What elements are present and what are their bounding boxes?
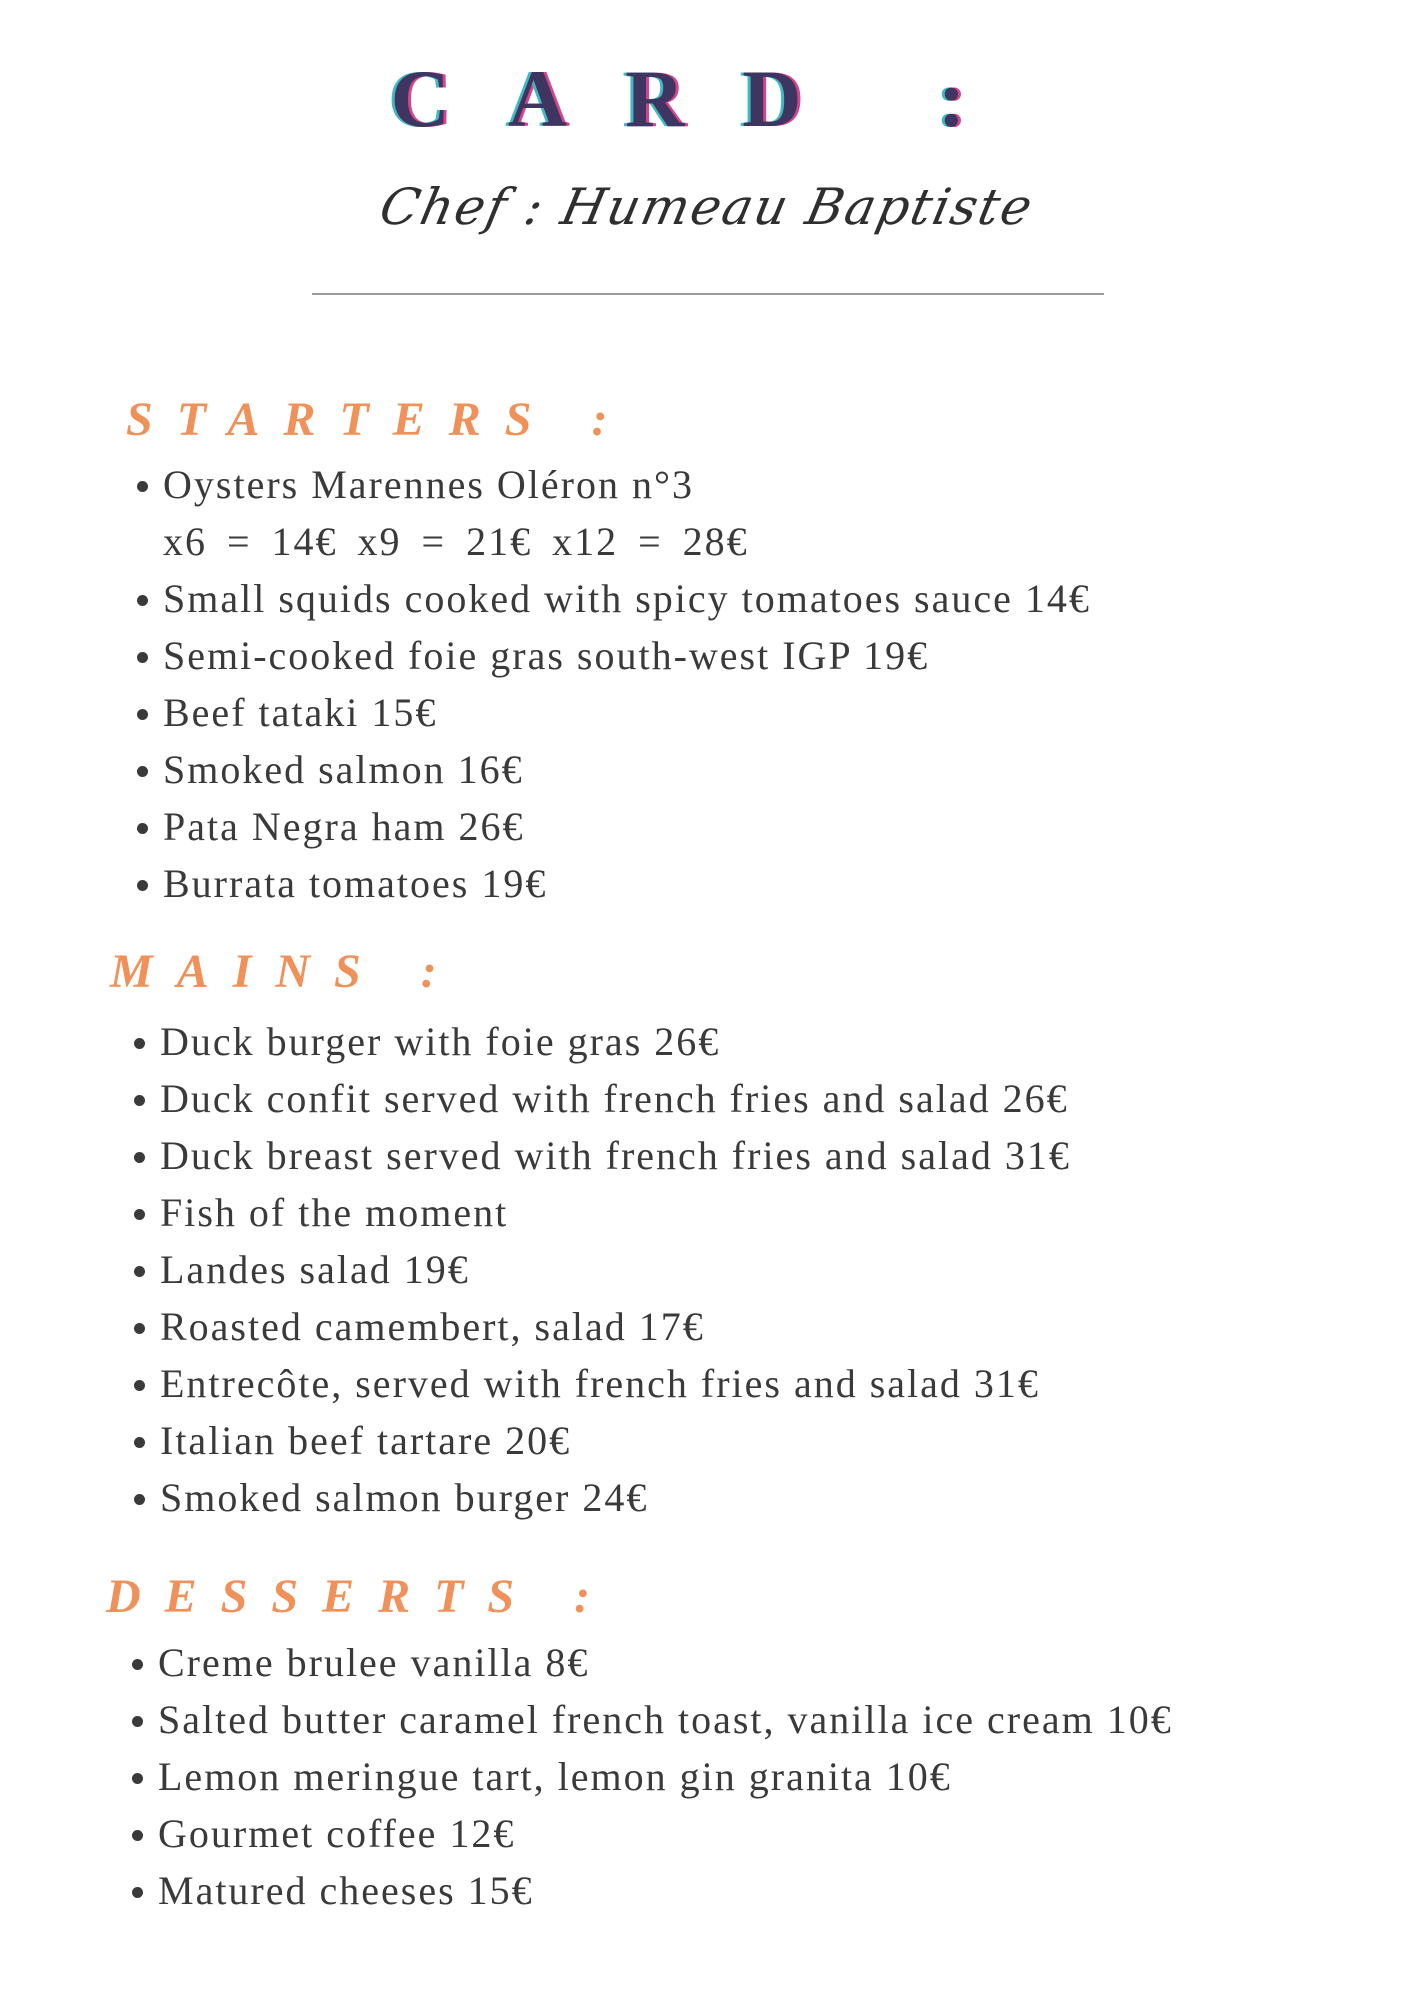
list-item: Burrata tomatoes 19€ (163, 855, 1414, 912)
starters-section (0, 390, 1414, 912)
starters-list (163, 456, 1414, 912)
desserts-heading: DESSERTS : (106, 1570, 615, 1623)
list-item: Semi-cooked foie gras south-west IGP 19€ (163, 627, 1414, 684)
list-item: Matured cheeses 15€ (158, 1862, 1414, 1919)
mains-section (0, 942, 1414, 1526)
title-divider (312, 293, 1104, 295)
menu-title: CARD : (390, 53, 1024, 144)
chef-name: Chef : Humeau Baptiste (374, 178, 1040, 236)
list-item: Lemon meringue tart, lemon gin granita 10€ (158, 1748, 1414, 1805)
mains-list (160, 1013, 1414, 1526)
list-item: Fish of the moment (160, 1184, 1414, 1241)
list-item: Beef tataki 15€ (163, 684, 1414, 741)
list-item: Italian beef tartare 20€ (160, 1412, 1414, 1469)
list-item: Smoked salmon 16€ (163, 741, 1414, 798)
list-item: Salted butter caramel french toast, vanilla ice cream 10€ (158, 1691, 1414, 1748)
list-item: Pata Negra ham 26€ (163, 798, 1414, 855)
list-item: Entrecôte, served with french fries and salad 31€ (160, 1355, 1414, 1412)
desserts-list (158, 1634, 1414, 1919)
list-item: Roasted camembert, salad 17€ (160, 1298, 1414, 1355)
list-item: Oysters Marennes Oléron n°3 (163, 456, 1414, 513)
desserts-section (0, 1567, 1414, 1919)
list-item: Gourmet coffee 12€ (158, 1805, 1414, 1862)
list-item-subline: x6 = 14€ x9 = 21€ x12 = 28€ (163, 519, 749, 564)
starters-heading: STARTERS : (126, 393, 632, 446)
mains-heading: MAINS : (110, 945, 461, 998)
list-item: Landes salad 19€ (160, 1241, 1414, 1298)
list-item: Duck confit served with french fries and salad 26€ (160, 1070, 1414, 1127)
list-item: Duck breast served with french fries and salad 31€ (160, 1127, 1414, 1184)
list-item: Smoked salmon burger 24€ (160, 1469, 1414, 1526)
list-item: Creme brulee vanilla 8€ (158, 1634, 1414, 1691)
list-item: Small squids cooked with spicy tomatoes sauce 14€ (163, 570, 1414, 627)
list-item: Duck burger with foie gras 26€ (160, 1013, 1414, 1070)
